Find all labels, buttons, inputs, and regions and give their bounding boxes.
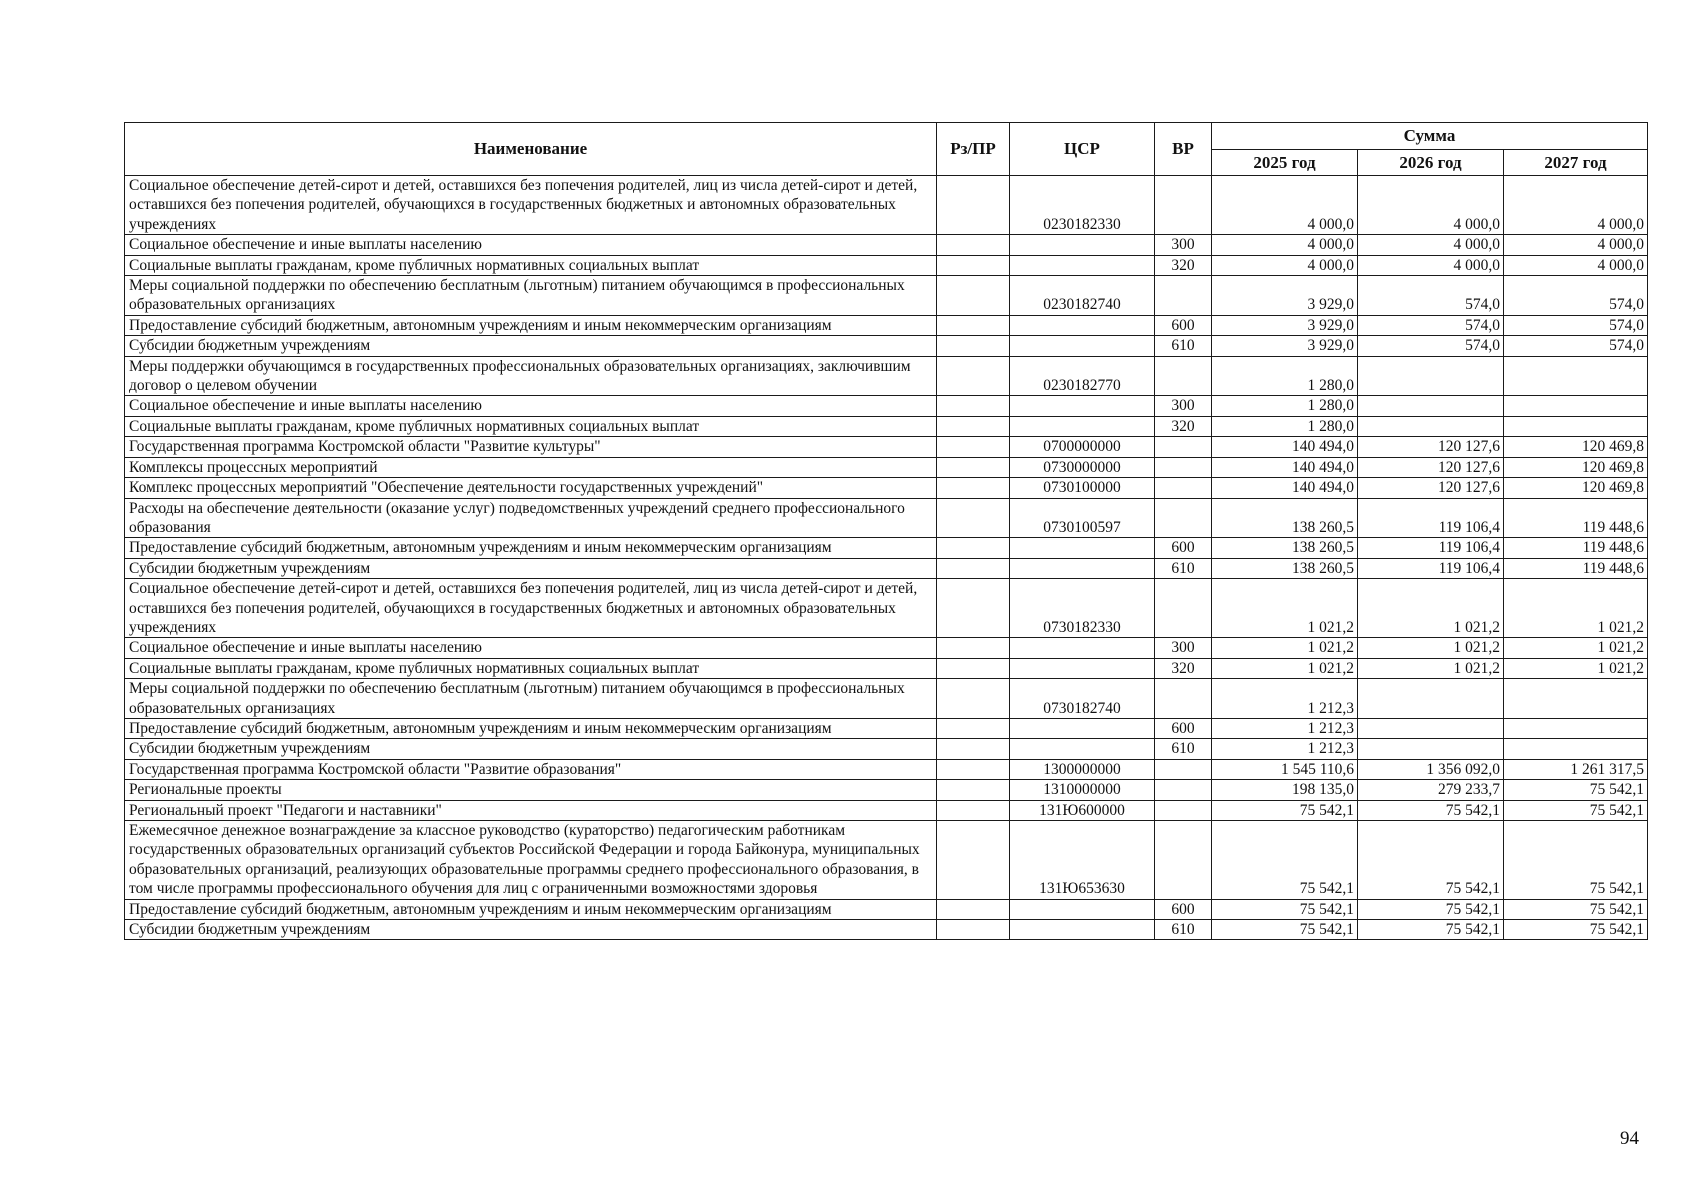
- row-name-cell: Социальное обеспечение детей-сирот и детей, оставшихся без попечения родителей, лиц из числа детей-сирот и детей, оставшихся без попечения родителей, обучающихся в государственных бюджетных и автономных образовательных учреждениях: [125, 176, 937, 235]
- row-csr-cell: [1010, 315, 1155, 335]
- row-rz-pr-cell: [937, 658, 1010, 678]
- row-rz-pr-cell: [937, 498, 1010, 538]
- row-name-cell: Социальное обеспечение и иные выплаты населению: [125, 638, 937, 658]
- row-rz-pr-cell: [937, 638, 1010, 658]
- row-name-cell: Предоставление субсидий бюджетным, автономным учреждениям и иным некоммерческим организациям: [125, 718, 937, 738]
- row-rz-pr-cell: [937, 718, 1010, 738]
- row-sum-2026-cell: 4 000,0: [1358, 176, 1504, 235]
- row-sum-2027-cell: 1 021,2: [1504, 579, 1648, 638]
- row-rz-pr-cell: [937, 416, 1010, 436]
- row-sum-2027-cell: [1504, 739, 1648, 759]
- row-csr-cell: [1010, 718, 1155, 738]
- row-sum-2026-cell: 75 542,1: [1358, 920, 1504, 940]
- row-name-cell: Государственная программа Костромской области "Развитие культуры": [125, 437, 937, 457]
- row-rz-pr-cell: [937, 800, 1010, 820]
- table-row: [125, 478, 1648, 498]
- row-sum-2026-cell: 279 233,7: [1358, 780, 1504, 800]
- row-rz-pr-cell: [937, 255, 1010, 275]
- row-vr-cell: 600: [1155, 899, 1212, 919]
- row-sum-2027-cell: 75 542,1: [1504, 899, 1648, 919]
- table-row: [125, 899, 1648, 919]
- row-csr-cell: 1310000000: [1010, 780, 1155, 800]
- row-sum-2025-cell: 138 260,5: [1212, 538, 1358, 558]
- row-csr-cell: 0230182740: [1010, 276, 1155, 316]
- row-sum-2026-cell: [1358, 416, 1504, 436]
- table-row: [125, 235, 1648, 255]
- row-csr-cell: [1010, 235, 1155, 255]
- row-sum-2026-cell: 75 542,1: [1358, 899, 1504, 919]
- header-year-2027: 2027 год: [1504, 150, 1648, 176]
- row-rz-pr-cell: [937, 739, 1010, 759]
- row-sum-2027-cell: 119 448,6: [1504, 538, 1648, 558]
- row-rz-pr-cell: [937, 558, 1010, 578]
- table-row: [125, 579, 1648, 638]
- table-row: [125, 679, 1648, 719]
- row-sum-2026-cell: 120 127,6: [1358, 457, 1504, 477]
- row-vr-cell: 300: [1155, 235, 1212, 255]
- row-sum-2025-cell: 3 929,0: [1212, 315, 1358, 335]
- row-sum-2025-cell: 1 280,0: [1212, 356, 1358, 396]
- row-name-cell: Региональные проекты: [125, 780, 937, 800]
- row-csr-cell: [1010, 739, 1155, 759]
- row-sum-2026-cell: 75 542,1: [1358, 800, 1504, 820]
- row-csr-cell: 0230182770: [1010, 356, 1155, 396]
- row-name-cell: Региональный проект "Педагоги и наставники": [125, 800, 937, 820]
- row-sum-2026-cell: [1358, 396, 1504, 416]
- row-vr-cell: [1155, 759, 1212, 779]
- header-vr: ВР: [1155, 123, 1212, 176]
- table-row: [125, 739, 1648, 759]
- row-name-cell: Социальные выплаты гражданам, кроме публичных нормативных социальных выплат: [125, 255, 937, 275]
- table-body: [125, 176, 1648, 940]
- row-sum-2027-cell: 4 000,0: [1504, 176, 1648, 235]
- table-row: [125, 255, 1648, 275]
- row-sum-2025-cell: 1 212,3: [1212, 739, 1358, 759]
- row-csr-cell: [1010, 920, 1155, 940]
- row-sum-2027-cell: 75 542,1: [1504, 780, 1648, 800]
- table-row: [125, 437, 1648, 457]
- table-header: [125, 123, 1648, 176]
- row-rz-pr-cell: [937, 336, 1010, 356]
- row-name-cell: Меры поддержки обучающимся в государственных профессиональных образовательных организациях, заключившим договор о целевом обучении: [125, 356, 937, 396]
- row-sum-2027-cell: 1 261 317,5: [1504, 759, 1648, 779]
- row-name-cell: Социальные выплаты гражданам, кроме публичных нормативных социальных выплат: [125, 658, 937, 678]
- row-sum-2025-cell: 4 000,0: [1212, 176, 1358, 235]
- row-vr-cell: [1155, 821, 1212, 900]
- row-rz-pr-cell: [937, 276, 1010, 316]
- row-vr-cell: [1155, 478, 1212, 498]
- table-row: [125, 356, 1648, 396]
- row-sum-2027-cell: 75 542,1: [1504, 821, 1648, 900]
- row-sum-2026-cell: 75 542,1: [1358, 821, 1504, 900]
- table-row: [125, 759, 1648, 779]
- header-year-2025: 2025 год: [1212, 150, 1358, 176]
- row-sum-2026-cell: 120 127,6: [1358, 478, 1504, 498]
- row-sum-2025-cell: 1 212,3: [1212, 679, 1358, 719]
- row-name-cell: Расходы на обеспечение деятельности (оказание услуг) подведомственных учреждений среднего профессионального образования: [125, 498, 937, 538]
- row-rz-pr-cell: [937, 437, 1010, 457]
- table-row: [125, 416, 1648, 436]
- row-csr-cell: 0730182330: [1010, 579, 1155, 638]
- table-row: [125, 718, 1648, 738]
- row-vr-cell: 610: [1155, 739, 1212, 759]
- table-row: [125, 176, 1648, 235]
- row-sum-2027-cell: 4 000,0: [1504, 235, 1648, 255]
- row-name-cell: Государственная программа Костромской области "Развитие образования": [125, 759, 937, 779]
- row-csr-cell: [1010, 638, 1155, 658]
- row-sum-2026-cell: 574,0: [1358, 315, 1504, 335]
- row-rz-pr-cell: [937, 759, 1010, 779]
- row-sum-2025-cell: 1 280,0: [1212, 416, 1358, 436]
- row-rz-pr-cell: [937, 478, 1010, 498]
- row-csr-cell: 1300000000: [1010, 759, 1155, 779]
- row-sum-2026-cell: [1358, 679, 1504, 719]
- table-row: [125, 780, 1648, 800]
- row-sum-2025-cell: 198 135,0: [1212, 780, 1358, 800]
- row-sum-2027-cell: 120 469,8: [1504, 437, 1648, 457]
- row-sum-2027-cell: 75 542,1: [1504, 920, 1648, 940]
- row-sum-2025-cell: 1 545 110,6: [1212, 759, 1358, 779]
- row-csr-cell: [1010, 558, 1155, 578]
- row-csr-cell: 0730100597: [1010, 498, 1155, 538]
- row-rz-pr-cell: [937, 821, 1010, 900]
- row-sum-2027-cell: 1 021,2: [1504, 658, 1648, 678]
- header-rz-pr: Рз/ПР: [937, 123, 1010, 176]
- budget-table: [124, 122, 1648, 940]
- row-sum-2027-cell: 574,0: [1504, 336, 1648, 356]
- row-name-cell: Субсидии бюджетным учреждениям: [125, 920, 937, 940]
- row-vr-cell: [1155, 176, 1212, 235]
- row-sum-2026-cell: 574,0: [1358, 276, 1504, 316]
- row-rz-pr-cell: [937, 780, 1010, 800]
- row-vr-cell: 610: [1155, 920, 1212, 940]
- row-sum-2025-cell: 75 542,1: [1212, 821, 1358, 900]
- row-csr-cell: [1010, 416, 1155, 436]
- row-sum-2027-cell: [1504, 396, 1648, 416]
- table-row: [125, 638, 1648, 658]
- table-row: [125, 538, 1648, 558]
- row-rz-pr-cell: [937, 538, 1010, 558]
- row-sum-2027-cell: 120 469,8: [1504, 457, 1648, 477]
- row-vr-cell: [1155, 498, 1212, 538]
- table-row: [125, 800, 1648, 820]
- row-sum-2026-cell: [1358, 718, 1504, 738]
- row-sum-2025-cell: 138 260,5: [1212, 498, 1358, 538]
- table-row: [125, 396, 1648, 416]
- row-vr-cell: 600: [1155, 718, 1212, 738]
- header-sum: Сумма: [1212, 123, 1648, 150]
- row-sum-2025-cell: 138 260,5: [1212, 558, 1358, 578]
- row-csr-cell: [1010, 538, 1155, 558]
- row-rz-pr-cell: [937, 899, 1010, 919]
- table-row: [125, 920, 1648, 940]
- table-row: [125, 821, 1648, 900]
- row-sum-2026-cell: 119 106,4: [1358, 498, 1504, 538]
- row-sum-2027-cell: 1 021,2: [1504, 638, 1648, 658]
- table-row: [125, 457, 1648, 477]
- row-sum-2025-cell: 3 929,0: [1212, 276, 1358, 316]
- header-year-2026: 2026 год: [1358, 150, 1504, 176]
- table-row: [125, 336, 1648, 356]
- row-rz-pr-cell: [937, 315, 1010, 335]
- table-row: [125, 658, 1648, 678]
- row-vr-cell: 600: [1155, 538, 1212, 558]
- row-name-cell: Социальное обеспечение детей-сирот и детей, оставшихся без попечения родителей, лиц из числа детей-сирот и детей, оставшихся без попечения родителей, обучающихся в государственных бюджетных и автономных образовательных учреждениях: [125, 579, 937, 638]
- row-csr-cell: [1010, 658, 1155, 678]
- row-vr-cell: 610: [1155, 558, 1212, 578]
- row-csr-cell: 131Ю653630: [1010, 821, 1155, 900]
- row-sum-2025-cell: 1 021,2: [1212, 658, 1358, 678]
- row-sum-2027-cell: [1504, 718, 1648, 738]
- row-vr-cell: [1155, 437, 1212, 457]
- row-rz-pr-cell: [937, 679, 1010, 719]
- row-sum-2025-cell: 75 542,1: [1212, 800, 1358, 820]
- row-rz-pr-cell: [937, 176, 1010, 235]
- row-vr-cell: [1155, 579, 1212, 638]
- row-sum-2026-cell: 119 106,4: [1358, 538, 1504, 558]
- row-sum-2027-cell: 75 542,1: [1504, 800, 1648, 820]
- row-vr-cell: 600: [1155, 315, 1212, 335]
- row-sum-2025-cell: 1 021,2: [1212, 638, 1358, 658]
- row-vr-cell: [1155, 800, 1212, 820]
- row-name-cell: Меры социальной поддержки по обеспечению бесплатным (льготным) питанием обучающимся в профессиональных образовательных организациях: [125, 679, 937, 719]
- row-name-cell: Субсидии бюджетным учреждениям: [125, 336, 937, 356]
- row-sum-2025-cell: 140 494,0: [1212, 478, 1358, 498]
- row-csr-cell: 0230182330: [1010, 176, 1155, 235]
- row-sum-2025-cell: 140 494,0: [1212, 457, 1358, 477]
- row-sum-2026-cell: 4 000,0: [1358, 255, 1504, 275]
- row-sum-2027-cell: 574,0: [1504, 276, 1648, 316]
- row-sum-2026-cell: [1358, 356, 1504, 396]
- row-sum-2026-cell: 574,0: [1358, 336, 1504, 356]
- row-sum-2025-cell: 4 000,0: [1212, 235, 1358, 255]
- row-vr-cell: [1155, 780, 1212, 800]
- row-csr-cell: [1010, 336, 1155, 356]
- header-csr: ЦСР: [1010, 123, 1155, 176]
- row-vr-cell: [1155, 679, 1212, 719]
- row-vr-cell: [1155, 457, 1212, 477]
- row-vr-cell: 320: [1155, 416, 1212, 436]
- table-row: [125, 558, 1648, 578]
- row-sum-2027-cell: 119 448,6: [1504, 498, 1648, 538]
- row-name-cell: Ежемесячное денежное вознаграждение за классное руководство (кураторство) педагогическим работникам государственных образовательных организаций субъектов Российской Федерации и города Байконура, муниципальных образовательных организаций, реализующих образовательные программы среднего профессионального образования, в том числе программы профессионального обучения для лиц с ограниченными возможностями здоровья: [125, 821, 937, 900]
- row-name-cell: Предоставление субсидий бюджетным, автономным учреждениям и иным некоммерческим организациям: [125, 899, 937, 919]
- row-sum-2027-cell: 574,0: [1504, 315, 1648, 335]
- row-vr-cell: 300: [1155, 396, 1212, 416]
- row-sum-2026-cell: [1358, 739, 1504, 759]
- row-sum-2025-cell: 140 494,0: [1212, 437, 1358, 457]
- row-sum-2025-cell: 4 000,0: [1212, 255, 1358, 275]
- page-number: 94: [1620, 1128, 1639, 1149]
- row-rz-pr-cell: [937, 356, 1010, 396]
- row-name-cell: Комплекс процессных мероприятий "Обеспечение деятельности государственных учреждений": [125, 478, 937, 498]
- table-row: [125, 276, 1648, 316]
- row-sum-2025-cell: 3 929,0: [1212, 336, 1358, 356]
- row-vr-cell: 320: [1155, 255, 1212, 275]
- row-sum-2026-cell: 119 106,4: [1358, 558, 1504, 578]
- row-rz-pr-cell: [937, 235, 1010, 255]
- row-sum-2025-cell: 1 212,3: [1212, 718, 1358, 738]
- row-name-cell: Меры социальной поддержки по обеспечению бесплатным (льготным) питанием обучающимся в профессиональных образовательных организациях: [125, 276, 937, 316]
- row-vr-cell: 300: [1155, 638, 1212, 658]
- row-rz-pr-cell: [937, 579, 1010, 638]
- row-name-cell: Социальное обеспечение и иные выплаты населению: [125, 235, 937, 255]
- row-name-cell: Социальное обеспечение и иные выплаты населению: [125, 396, 937, 416]
- row-rz-pr-cell: [937, 396, 1010, 416]
- row-sum-2027-cell: [1504, 356, 1648, 396]
- row-name-cell: Предоставление субсидий бюджетным, автономным учреждениям и иным некоммерческим организациям: [125, 315, 937, 335]
- row-name-cell: Комплексы процессных мероприятий: [125, 457, 937, 477]
- row-sum-2026-cell: 1 356 092,0: [1358, 759, 1504, 779]
- row-vr-cell: [1155, 356, 1212, 396]
- row-name-cell: Социальные выплаты гражданам, кроме публичных нормативных социальных выплат: [125, 416, 937, 436]
- row-sum-2027-cell: [1504, 416, 1648, 436]
- row-vr-cell: 320: [1155, 658, 1212, 678]
- row-csr-cell: 0730000000: [1010, 457, 1155, 477]
- row-sum-2026-cell: 120 127,6: [1358, 437, 1504, 457]
- row-sum-2025-cell: 75 542,1: [1212, 920, 1358, 940]
- row-sum-2026-cell: 1 021,2: [1358, 579, 1504, 638]
- row-sum-2027-cell: [1504, 679, 1648, 719]
- row-sum-2025-cell: 1 021,2: [1212, 579, 1358, 638]
- row-vr-cell: 610: [1155, 336, 1212, 356]
- row-vr-cell: [1155, 276, 1212, 316]
- row-sum-2025-cell: 75 542,1: [1212, 899, 1358, 919]
- row-csr-cell: [1010, 396, 1155, 416]
- row-sum-2027-cell: 120 469,8: [1504, 478, 1648, 498]
- row-rz-pr-cell: [937, 920, 1010, 940]
- table-row: [125, 498, 1648, 538]
- row-rz-pr-cell: [937, 457, 1010, 477]
- row-name-cell: Предоставление субсидий бюджетным, автономным учреждениям и иным некоммерческим организациям: [125, 538, 937, 558]
- row-csr-cell: 0730100000: [1010, 478, 1155, 498]
- row-csr-cell: [1010, 899, 1155, 919]
- row-sum-2026-cell: 1 021,2: [1358, 638, 1504, 658]
- row-sum-2027-cell: 4 000,0: [1504, 255, 1648, 275]
- row-csr-cell: 0730182740: [1010, 679, 1155, 719]
- row-sum-2027-cell: 119 448,6: [1504, 558, 1648, 578]
- row-sum-2026-cell: 1 021,2: [1358, 658, 1504, 678]
- row-sum-2025-cell: 1 280,0: [1212, 396, 1358, 416]
- row-name-cell: Субсидии бюджетным учреждениям: [125, 558, 937, 578]
- row-csr-cell: [1010, 255, 1155, 275]
- header-name: Наименование: [125, 123, 937, 176]
- row-name-cell: Субсидии бюджетным учреждениям: [125, 739, 937, 759]
- row-csr-cell: 131Ю600000: [1010, 800, 1155, 820]
- row-csr-cell: 0700000000: [1010, 437, 1155, 457]
- table-row: [125, 315, 1648, 335]
- row-sum-2026-cell: 4 000,0: [1358, 235, 1504, 255]
